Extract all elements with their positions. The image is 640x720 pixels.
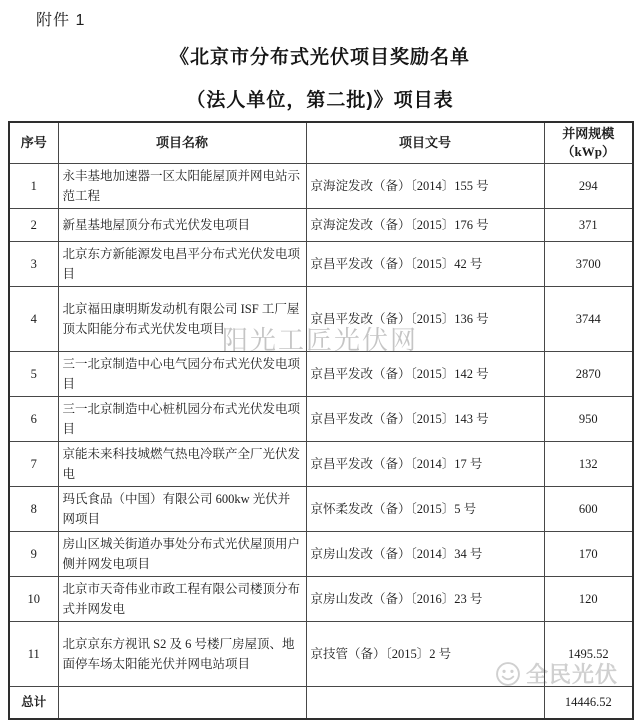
cell-index: 5 [9,352,58,397]
cell-capacity: 600 [544,487,633,532]
cell-capacity: 2870 [544,352,633,397]
cell-project-name: 北京市天奇伟业市政工程有限公司楼顶分布式并网发电 [58,577,306,622]
cell-capacity: 371 [544,209,633,242]
cell-capacity: 132 [544,442,633,487]
cell-doc-number: 京技管（备）〔2015〕2 号 [306,622,544,687]
attachment-label: 附件 1 [36,12,86,29]
cell-doc-number: 京房山发改（备）〔2016〕23 号 [306,577,544,622]
cell-doc-number: 京昌平发改（备）〔2015〕136 号 [306,287,544,352]
cell-doc-number: 京昌平发改（备）〔2015〕142 号 [306,352,544,397]
total-label: 总计 [9,687,58,719]
cell-doc-number: 京昌平发改（备）〔2015〕42 号 [306,242,544,287]
cell-capacity: 3700 [544,242,633,287]
cell-project-name: 永丰基地加速器一区太阳能屋顶并网电站示范工程 [58,164,306,209]
table-row [9,532,633,577]
cell-index: 4 [9,287,58,352]
cell-project-name: 北京福田康明斯发动机有限公司 ISF 工厂屋顶太阳能分布式光伏发电项目 [58,287,306,352]
cell-capacity: 950 [544,397,633,442]
document-title-line2: （法人单位，第二批)》项目表 [186,90,454,111]
cell-doc-number: 京海淀发改（备）〔2014〕155 号 [306,164,544,209]
cell-project-name: 三一北京制造中心桩机园分布式光伏发电项目 [58,397,306,442]
header-doc-number: 项目文号 [306,122,544,164]
total-empty-doc [306,687,544,719]
cell-index: 2 [9,209,58,242]
cell-project-name: 北京东方新能源发电昌平分布式光伏发电项目 [58,242,306,287]
cell-doc-number: 京昌平发改（备）〔2015〕143 号 [306,397,544,442]
total-row [9,687,633,719]
cell-capacity: 3744 [544,287,633,352]
cell-capacity: 294 [544,164,633,209]
cell-index: 10 [9,577,58,622]
total-value: 14446.52 [544,687,633,719]
table-row [9,397,633,442]
header-project-name: 项目名称 [58,122,306,164]
table-row [9,577,633,622]
cell-index: 3 [9,242,58,287]
header-index: 序号 [9,122,58,164]
table-row [9,487,633,532]
table-row [9,164,633,209]
header-capacity-line2: （kWp） [561,144,615,159]
cell-project-name: 北京京东方视讯 S2 及 6 号楼厂房屋顶、地面停车场太阳能光伏并网电站项目 [58,622,306,687]
cell-index: 8 [9,487,58,532]
cell-project-name: 新星基地屋顶分布式光伏发电项目 [58,209,306,242]
cell-index: 6 [9,397,58,442]
bottom-right-watermark-label: 全民光伏 [526,662,619,687]
table-row [9,622,633,687]
cell-project-name: 三一北京制造中心电气园分布式光伏发电项目 [58,352,306,397]
cell-project-name: 玛氏食品（中国）有限公司 600kw 光伏并网项目 [58,487,306,532]
cell-doc-number: 京房山发改（备）〔2014〕34 号 [306,532,544,577]
table-header-row [9,122,633,164]
table-row [9,242,633,287]
cell-index: 1 [9,164,58,209]
cell-doc-number: 京昌平发改（备）〔2014〕17 号 [306,442,544,487]
table-row [9,442,633,487]
projects-table [8,121,634,720]
table-row [9,209,633,242]
cell-capacity: 170 [544,532,633,577]
table-row [9,287,633,352]
cell-project-name: 房山区城关街道办事处分布式光伏屋顶用户侧并网发电项目 [58,532,306,577]
header-capacity [544,122,633,164]
center-watermark: 阳光工匠光伏网 [221,325,418,355]
total-empty-name [58,687,306,719]
cell-index: 9 [9,532,58,577]
cell-project-name: 京能未来科技城燃气热电冷联产全厂光伏发电 [58,442,306,487]
table-row [9,352,633,397]
cell-index: 11 [9,622,58,687]
cell-capacity: 120 [544,577,633,622]
cell-doc-number: 京怀柔发改（备）〔2015〕5 号 [306,487,544,532]
cell-doc-number: 京海淀发改（备）〔2015〕176 号 [306,209,544,242]
cell-capacity: 1495.52 [544,622,633,687]
cell-index: 7 [9,442,58,487]
document-title-line1: 《北京市分布式光伏项目奖励名单 [169,47,470,68]
header-capacity-line1: 并网规模 [562,126,615,141]
